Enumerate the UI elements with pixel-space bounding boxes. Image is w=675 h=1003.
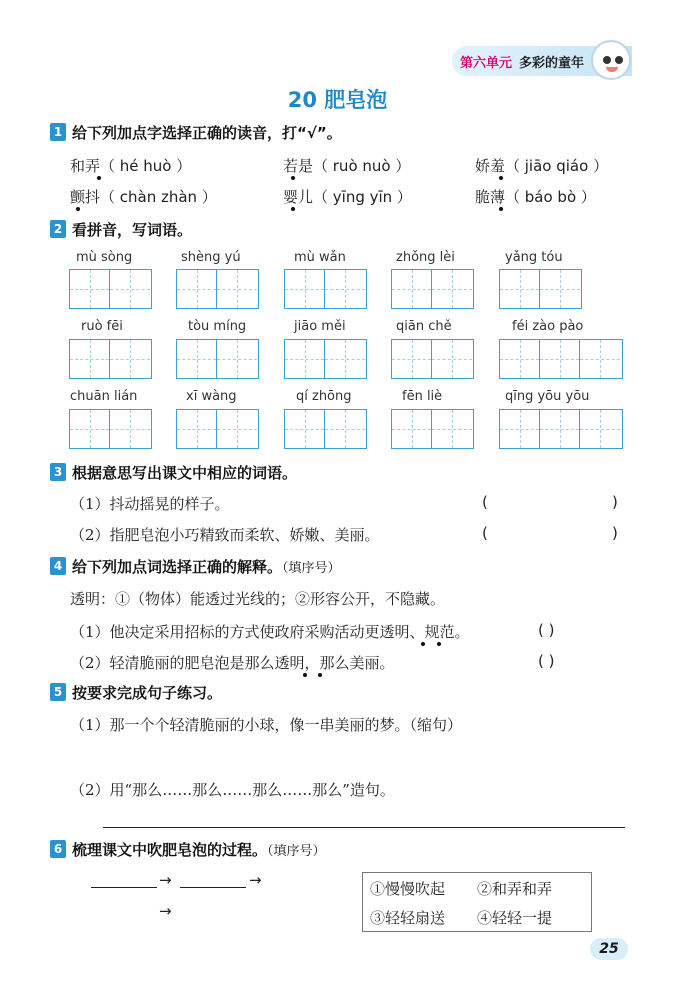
answer-blank[interactable] (91, 887, 157, 888)
reading-item[interactable]: 颤抖（ chàn zhàn ） (70, 188, 217, 206)
answer-line[interactable] (103, 827, 625, 828)
option-item: ②和弄和弄 (477, 880, 553, 898)
lesson-title: 20 肥皂泡 (287, 88, 388, 112)
pinyin-label: mù wǎn (294, 250, 346, 265)
pinyin-label: ruò fēi (81, 319, 123, 334)
pinyin-label: qīng yōu yōu (505, 389, 590, 404)
emphasis-dot (291, 176, 295, 180)
question-number: 5 (50, 683, 66, 701)
emphasis-dot (76, 207, 80, 211)
answer-blank[interactable] (180, 887, 246, 888)
pinyin-label: féi zào pào (512, 319, 584, 334)
arrow-icon: → (249, 871, 262, 889)
writing-grid[interactable] (284, 269, 367, 309)
question-title: 梳理课文中吹肥皂泡的过程。（填序号） (72, 841, 326, 859)
emphasis-dot (437, 642, 441, 646)
answer-paren-close[interactable]: ) (612, 524, 618, 542)
reading-item[interactable]: 娇羞（ jiāo qiáo ） (475, 157, 609, 175)
writing-grid[interactable] (391, 339, 474, 379)
emphasis-dot (421, 642, 425, 646)
question-title: 给下列加点字选择正确的读音，打“√”。 (72, 124, 342, 142)
emphasis-dot (291, 207, 295, 211)
answer-paren-open[interactable]: ( (482, 493, 488, 511)
arrow-icon: → (159, 871, 172, 889)
sentence-item: （2）轻清脆丽的肥皂泡是那么透明，那么美丽。 (70, 654, 395, 672)
sentence-item: （1）他决定采用招标的方式使政府采购活动更透明、规范。 (70, 623, 470, 641)
arrow-icon: → (159, 902, 172, 920)
writing-grid[interactable] (391, 409, 474, 449)
question-title: 给下列加点词选择正确的解释。（填序号） (72, 558, 341, 576)
reading-item[interactable]: 和弄（ hé huò ） (70, 157, 192, 175)
writing-grid[interactable] (69, 269, 152, 309)
writing-grid[interactable] (176, 339, 259, 379)
word-definition: 透明：①（物体）能透过光线的；②形容公开，不隐藏。 (70, 590, 446, 608)
answer-paren[interactable]: ( ) (538, 621, 555, 639)
option-item: ④轻轻一提 (477, 909, 553, 927)
unit-name: 多彩的童年 (519, 56, 585, 71)
emphasis-dot (499, 207, 503, 211)
reading-item[interactable]: 婴儿（ yīng yīn ） (283, 188, 412, 206)
writing-grid[interactable] (284, 409, 367, 449)
emphasis-dot (303, 673, 307, 677)
answer-paren-open[interactable]: ( (482, 524, 488, 542)
pinyin-label: shèng yú (181, 250, 241, 265)
question-hint: （填序号） (282, 561, 341, 576)
answer-paren-close[interactable]: ) (612, 493, 618, 511)
pinyin-label: chuān lián (70, 389, 138, 404)
writing-grid[interactable] (499, 269, 582, 309)
pinyin-label: qí zhōng (296, 389, 352, 404)
question-hint: （填序号） (267, 844, 326, 859)
question-number: 4 (50, 557, 66, 575)
question-number: 3 (50, 463, 66, 481)
exercise-item: （1）那一个个轻清脆丽的小球，像一串美丽的梦。（缩句） (70, 716, 463, 734)
exercise-item: （2）用“那么……那么……那么……那么”造句。 (70, 781, 395, 799)
writing-grid[interactable] (176, 409, 259, 449)
question-number: 1 (50, 123, 66, 141)
pinyin-label: xī wàng (186, 389, 237, 404)
pinyin-label: zhǒng lèi (396, 250, 455, 265)
reading-item[interactable]: 脆薄（ báo bò ） (475, 188, 596, 206)
option-item: ③轻轻扇送 (370, 909, 446, 927)
writing-grid[interactable] (284, 339, 367, 379)
definition-item: （2）指肥皂泡小巧精致而柔软、娇嫩、美丽。 (70, 526, 380, 544)
unit-label: 第六单元 (460, 56, 513, 71)
writing-grid[interactable] (69, 339, 152, 379)
emphasis-dot (318, 673, 322, 677)
pinyin-label: tòu míng (188, 319, 247, 334)
emphasis-dot (499, 176, 503, 180)
writing-grid[interactable] (499, 409, 623, 449)
question-title: 根据意思写出课文中相应的词语。 (72, 464, 298, 482)
writing-grid[interactable] (391, 269, 474, 309)
mascot-icon (591, 40, 631, 80)
question-number: 6 (50, 840, 66, 858)
pinyin-label: jiāo měi (294, 319, 346, 334)
definition-item: （1）抖动摇晃的样子。 (70, 495, 230, 513)
writing-grid[interactable] (499, 339, 623, 379)
pinyin-label: qiān chě (396, 319, 452, 334)
option-item: ①慢慢吹起 (370, 880, 446, 898)
question-title: 看拼音，写词语。 (72, 221, 193, 239)
answer-paren[interactable]: ( ) (538, 652, 555, 670)
pinyin-label: mù sòng (76, 250, 133, 265)
question-number: 2 (50, 220, 66, 238)
writing-grid[interactable] (69, 409, 152, 449)
pinyin-label: yǎng tóu (505, 250, 563, 265)
page-number: 25 (590, 938, 628, 960)
question-title: 按要求完成句子练习。 (72, 684, 223, 702)
pinyin-label: fēn liè (402, 389, 443, 404)
reading-item[interactable]: 若是（ ruò nuò ） (283, 157, 411, 175)
emphasis-dot (97, 176, 101, 180)
writing-grid[interactable] (176, 269, 259, 309)
